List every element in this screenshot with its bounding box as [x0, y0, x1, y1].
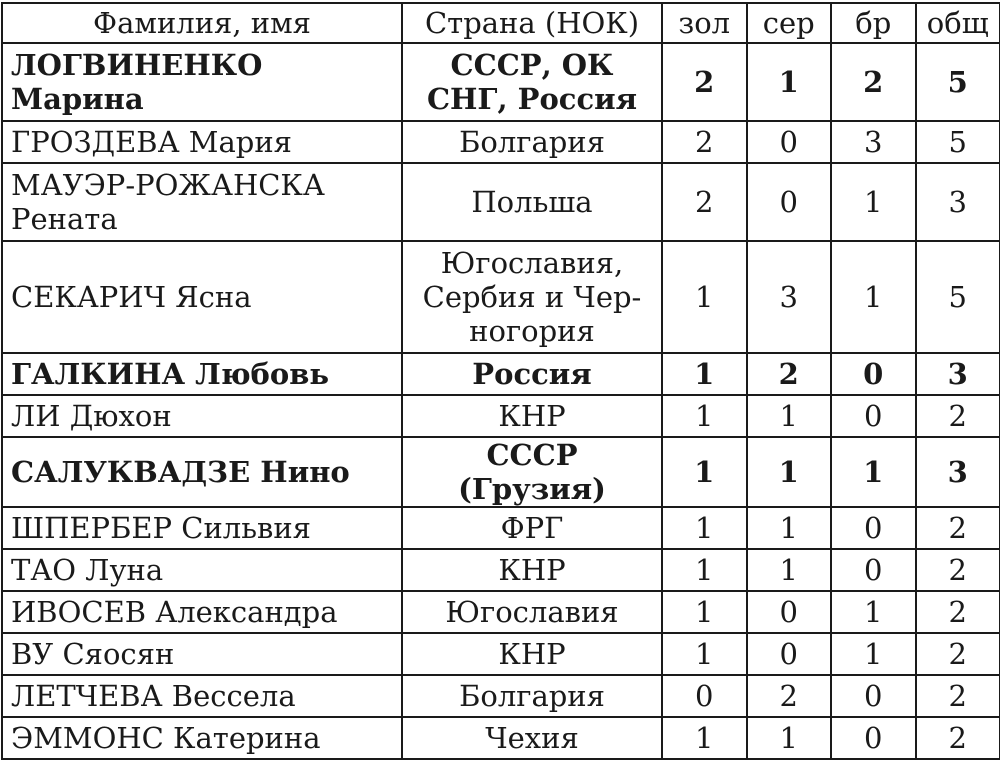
total-count-cell: 3 [916, 163, 1000, 241]
athlete-name-cell [2, 395, 402, 437]
athlete-name-line: Марина [11, 82, 393, 116]
country-line: СССР (Грузия) [411, 438, 653, 506]
gold-count-cell: 0 [662, 675, 747, 717]
table-header [2, 3, 1000, 43]
table-row [2, 507, 1000, 549]
athlete-name-line: ИВОСЕВ Александра [11, 595, 393, 629]
silver-count-cell: 1 [747, 717, 832, 759]
silver-count-cell: 1 [747, 43, 832, 121]
country-cell [402, 121, 662, 163]
total-count-cell: 2 [916, 395, 1000, 437]
table-row [2, 353, 1000, 395]
athlete-name-line: МАУЭР-РОЖАНСКА [11, 168, 393, 202]
gold-count-cell: 1 [662, 717, 747, 759]
athlete-name-cell [2, 43, 402, 121]
table-row [2, 395, 1000, 437]
table-body [2, 43, 1000, 759]
athlete-name-cell [2, 591, 402, 633]
table-row [2, 675, 1000, 717]
silver-count-cell: 0 [747, 591, 832, 633]
gold-count-cell: 2 [662, 163, 747, 241]
gold-count-cell: 1 [662, 437, 747, 507]
country-cell [402, 395, 662, 437]
silver-count-cell: 2 [747, 353, 832, 395]
table-row [2, 43, 1000, 121]
country-line: Болгария [411, 125, 653, 159]
country-cell [402, 717, 662, 759]
country-line: Югославия, [411, 246, 653, 280]
country-cell [402, 353, 662, 395]
medal-table [1, 2, 1000, 760]
table-row [2, 121, 1000, 163]
bronze-count-cell: 1 [831, 633, 916, 675]
total-count-cell: 5 [916, 121, 1000, 163]
total-count-cell: 5 [916, 43, 1000, 121]
gold-count-cell: 2 [662, 43, 747, 121]
athlete-name-line: ШПЕРБЕР Сильвия [11, 511, 393, 545]
header-gold: зол [662, 3, 747, 43]
country-cell [402, 163, 662, 241]
country-line: КНР [411, 553, 653, 587]
gold-count-cell: 1 [662, 395, 747, 437]
athlete-name-line: ЛОГВИНЕНКО [11, 48, 393, 82]
bronze-count-cell: 1 [831, 437, 916, 507]
header-bronze: бр [831, 3, 916, 43]
table-row [2, 163, 1000, 241]
bronze-count-cell: 0 [831, 675, 916, 717]
athlete-name-line: ГРОЗДЕВА Мария [11, 125, 393, 159]
header-country: Страна (НОК) [402, 3, 662, 43]
bronze-count-cell: 0 [831, 507, 916, 549]
table-row [2, 241, 1000, 353]
country-cell [402, 241, 662, 353]
country-line: Россия [411, 357, 653, 391]
table-row [2, 717, 1000, 759]
gold-count-cell: 1 [662, 507, 747, 549]
silver-count-cell: 0 [747, 633, 832, 675]
country-line: СНГ, Россия [411, 82, 653, 116]
bronze-count-cell: 0 [831, 353, 916, 395]
country-line: Польша [411, 185, 653, 219]
gold-count-cell: 2 [662, 121, 747, 163]
silver-count-cell: 3 [747, 241, 832, 353]
gold-count-cell: 1 [662, 353, 747, 395]
total-count-cell: 3 [916, 437, 1000, 507]
athlete-name-line: ГАЛКИНА Любовь [11, 357, 393, 391]
country-cell [402, 43, 662, 121]
bronze-count-cell: 1 [831, 163, 916, 241]
athlete-name-cell [2, 353, 402, 395]
athlete-name-line: ЛЕТЧЕВА Вессела [11, 679, 393, 713]
total-count-cell: 2 [916, 549, 1000, 591]
athlete-name-cell [2, 675, 402, 717]
country-line: КНР [411, 637, 653, 671]
total-count-cell: 2 [916, 507, 1000, 549]
athlete-name-line: ЭММОНС Катерина [11, 721, 393, 755]
athlete-name-cell [2, 241, 402, 353]
athlete-name-cell [2, 549, 402, 591]
bronze-count-cell: 2 [831, 43, 916, 121]
header-total: общ [916, 3, 1000, 43]
silver-count-cell: 1 [747, 549, 832, 591]
athlete-name-cell [2, 163, 402, 241]
silver-count-cell: 1 [747, 437, 832, 507]
total-count-cell: 3 [916, 353, 1000, 395]
silver-count-cell: 2 [747, 675, 832, 717]
header-row [2, 3, 1000, 43]
header-name: Фамилия, имя [2, 3, 402, 43]
athlete-name-cell [2, 717, 402, 759]
country-cell [402, 633, 662, 675]
silver-count-cell: 0 [747, 163, 832, 241]
country-cell [402, 549, 662, 591]
athlete-name-cell [2, 507, 402, 549]
athlete-name-line: ЛИ Дюхон [11, 399, 393, 433]
header-silver: сер [747, 3, 832, 43]
country-cell [402, 591, 662, 633]
bronze-count-cell: 0 [831, 395, 916, 437]
athlete-name-cell [2, 633, 402, 675]
country-line: Болгария [411, 679, 653, 713]
athlete-name-cell [2, 121, 402, 163]
country-cell [402, 437, 662, 507]
country-line: КНР [411, 399, 653, 433]
country-line: ногория [411, 314, 653, 348]
table-row [2, 633, 1000, 675]
athlete-name-line: ВУ Сяосян [11, 637, 393, 671]
table-row [2, 437, 1000, 507]
silver-count-cell: 0 [747, 121, 832, 163]
gold-count-cell: 1 [662, 549, 747, 591]
total-count-cell: 2 [916, 591, 1000, 633]
gold-count-cell: 1 [662, 633, 747, 675]
athlete-name-line: ТАО Луна [11, 553, 393, 587]
total-count-cell: 2 [916, 717, 1000, 759]
total-count-cell: 2 [916, 675, 1000, 717]
silver-count-cell: 1 [747, 507, 832, 549]
country-cell [402, 675, 662, 717]
bronze-count-cell: 3 [831, 121, 916, 163]
table-row [2, 549, 1000, 591]
table-row [2, 591, 1000, 633]
gold-count-cell: 1 [662, 241, 747, 353]
gold-count-cell: 1 [662, 591, 747, 633]
total-count-cell: 5 [916, 241, 1000, 353]
country-cell [402, 507, 662, 549]
country-line: Чехия [411, 721, 653, 755]
country-line: Сербия и Чер- [411, 280, 653, 314]
country-line: СССР, ОК [411, 48, 653, 82]
athlete-name-line: СЕКАРИЧ Ясна [11, 280, 393, 314]
bronze-count-cell: 1 [831, 591, 916, 633]
athlete-name-cell [2, 437, 402, 507]
silver-count-cell: 1 [747, 395, 832, 437]
bronze-count-cell: 0 [831, 717, 916, 759]
country-line: ФРГ [411, 511, 653, 545]
athlete-name-line: Рената [11, 202, 393, 236]
athlete-name-line: САЛУКВАДЗЕ Нино [11, 455, 393, 489]
bronze-count-cell: 0 [831, 549, 916, 591]
country-line: Югославия [411, 595, 653, 629]
bronze-count-cell: 1 [831, 241, 916, 353]
total-count-cell: 2 [916, 633, 1000, 675]
